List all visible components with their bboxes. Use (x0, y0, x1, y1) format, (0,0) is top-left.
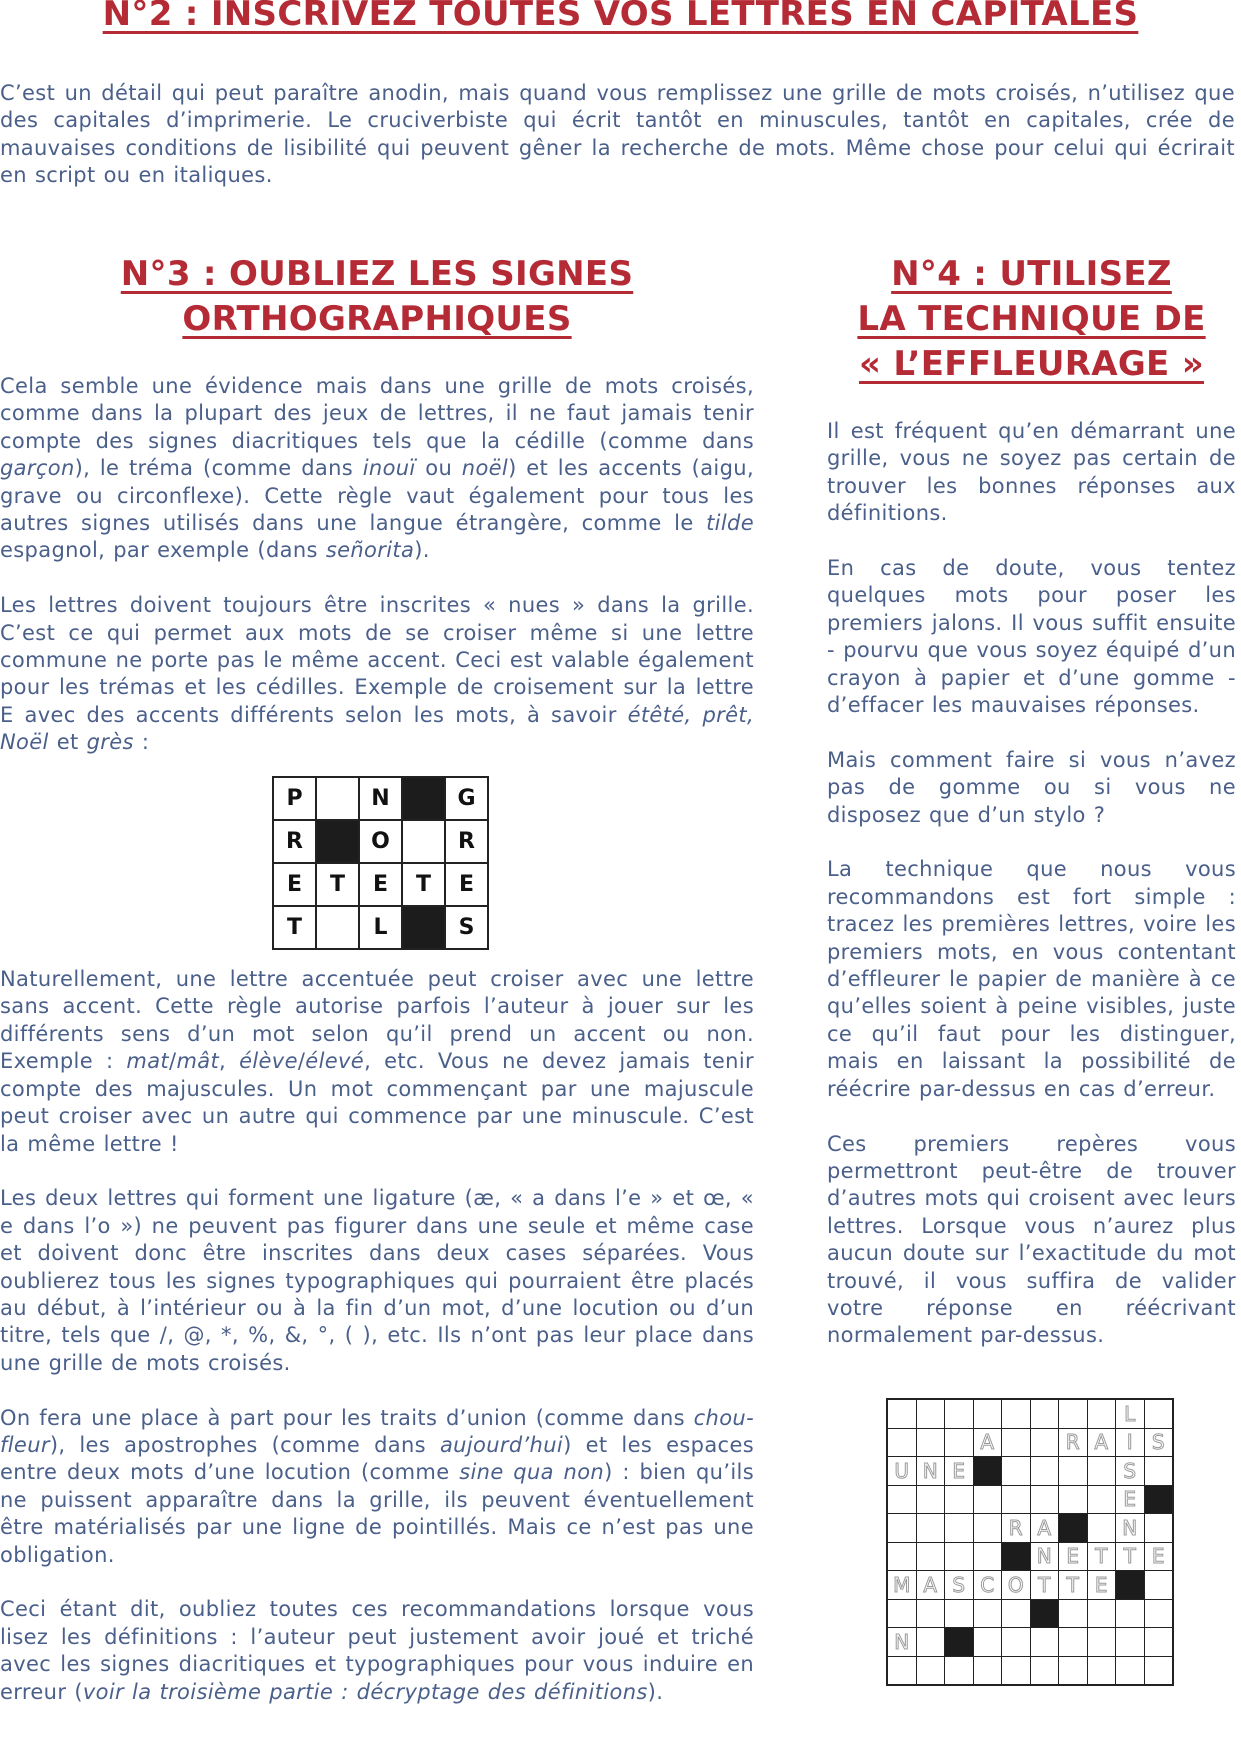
grid-cell: U (887, 1457, 916, 1486)
grid-cell: T (1030, 1571, 1059, 1600)
grid-cell: E (945, 1457, 974, 1486)
grid-row (887, 1428, 1173, 1457)
grid-cell (945, 1399, 974, 1428)
grid-cell: S (445, 906, 488, 949)
grid-row (887, 1542, 1173, 1571)
grid-cell (945, 1656, 974, 1685)
grid-row (887, 1485, 1173, 1514)
grid-cell: G (445, 777, 488, 820)
grid-cell: S (1116, 1457, 1145, 1486)
grid-cell (887, 1399, 916, 1428)
grid-cell (1059, 1457, 1088, 1486)
black-cell (1030, 1599, 1059, 1628)
grid-cell (1030, 1485, 1059, 1514)
grid-cell (1059, 1656, 1088, 1685)
grid-cell (916, 1428, 945, 1457)
grid-cell: A (916, 1571, 945, 1600)
grid-cell (887, 1514, 916, 1543)
grid-cell (1030, 1656, 1059, 1685)
black-cell (1116, 1571, 1145, 1600)
grid-cell: E (359, 863, 402, 906)
section-2-title: N°2 : INSCRIVEZ TOUTES VOS LETTRES EN CAPITALES (102, 0, 1139, 34)
grid-row (887, 1571, 1173, 1600)
grid-row (887, 1599, 1173, 1628)
black-cell (1144, 1485, 1173, 1514)
section-3-paragraph-5: On fera une place à part pour les traits d’union (comme dans chou-fleur), les apostrophes (comme dans aujourd’hui) et les espaces entre deux mots d’une locution (comme sine qua non) : bien qu’ils ne puissent apparaître dans la grille, ils peuvent éventuellement être matérialisés par une ligne de pointillés. Mais ce n’est pas une obligation. (0, 1405, 755, 1567)
grid-cell (945, 1542, 974, 1571)
black-cell (402, 906, 445, 949)
section-4-paragraph-4: La technique que nous vous recommandons est fort simple : tracez les premières lettres, voire les premiers mots, en vous contentant d’effleurer le papier de manière à ce qu’elles soient à peine visibles, juste ce qu’il faut pour les distinguer, mais en laissant la possibilité de réécrire par-dessus en cas d’erreur. (827, 857, 1236, 1101)
grid-cell (1144, 1599, 1173, 1628)
black-cell (945, 1628, 974, 1657)
grid-cell (1030, 1428, 1059, 1457)
grid-cell: T (273, 906, 316, 949)
section-3-paragraph-3: Naturellement, une lettre accentuée peut croiser avec une lettre sans accent. Cette règle autorise parfois l’auteur à jouer sur les différents sens d’un mot selon qu’il prend un accent ou non. Exemple : mat/mât, élève/élevé, etc. Vous ne devez jamais tenir compte des majuscules. Un mot commençant par une majuscule peut croiser avec un autre qui commence par une minuscule. C’est la même lettre ! (0, 967, 754, 1156)
black-cell (1002, 1542, 1031, 1571)
grid-cell: L (359, 906, 402, 949)
grid-cell (1087, 1599, 1116, 1628)
grid-cell: E (445, 863, 488, 906)
grid-cell (1144, 1457, 1173, 1486)
grid-cell (945, 1485, 974, 1514)
grid-cell (1116, 1656, 1145, 1685)
section-3-column (0, 252, 754, 1733)
grid-cell (887, 1428, 916, 1457)
grid-cell (973, 1599, 1002, 1628)
effleurage-crossword-grid (886, 1398, 1174, 1686)
grid-cell (1059, 1399, 1088, 1428)
grid-cell: M (887, 1571, 916, 1600)
section-3-title-line1: N°3 : OUBLIEZ LES SIGNES (120, 254, 634, 294)
grid-cell (1087, 1656, 1116, 1685)
grid-cell (916, 1656, 945, 1685)
grid-cell: P (273, 777, 316, 820)
section-3-paragraph-1: Cela semble une évidence mais dans une grille de mots croisés, comme dans la plupart des jeux de lettres, il ne faut jamais tenir compte des signes diacritiques tels que la cédille (comme dans garçon), le tréma (comme dans inouï ou noël) et les accents (aigu, grave ou circonflexe). Cette règle vaut également pour tous les autres signes utilisés dans une langue étrangère, comme le tilde espagnol, par exemple (dans señorita). (0, 374, 754, 563)
grid-row (273, 906, 488, 949)
grid-row (887, 1457, 1173, 1486)
grid-row (273, 777, 488, 820)
grid-cell (1144, 1656, 1173, 1685)
grid-cell (402, 820, 445, 863)
grid-cell (945, 1428, 974, 1457)
black-cell (402, 777, 445, 820)
grid-cell (1087, 1514, 1116, 1543)
grid-cell (916, 1514, 945, 1543)
grid-cell: E (1116, 1485, 1145, 1514)
grid-cell (1030, 1457, 1059, 1486)
grid-cell: N (1030, 1542, 1059, 1571)
grid-cell (1002, 1656, 1031, 1685)
grid-cell (1144, 1628, 1173, 1657)
grid-cell: N (359, 777, 402, 820)
grid-cell: E (1059, 1542, 1088, 1571)
section-4-paragraph-1: Il est fréquent qu’en démarrant une grille, vous ne soyez pas certain de trouver les bonnes réponses aux définitions. (827, 419, 1236, 526)
grid-cell (316, 777, 359, 820)
grid-cell (973, 1542, 1002, 1571)
grid-cell (916, 1599, 945, 1628)
grid-cell: I (1116, 1428, 1145, 1457)
grid-cell (1002, 1399, 1031, 1428)
section-3-paragraph-2: Les lettres doivent toujours être inscrites « nues » dans la grille. C’est ce qui permet aux mots de se croiser même si une lettre commune ne porte pas le même accent. Ceci est valable également pour les trémas et les cédilles. Exemple de croisement sur la lettre E avec des accents différents selon les mots, à savoir étêté, prêt, Noël et grès : (0, 593, 754, 755)
section-2-paragraph: C’est un détail qui peut paraître anodin, mais quand vous remplissez une grille de mots croisés, n’utilisez que des capitales d’imprimerie. Le cruciverbiste qui écrit tantôt en minuscules, tantôt en capitales, crée de mauvaises conditions de lisibilité qui peuvent gêner la recherche de mots. Même chose pour celui qui écrirait en script ou en italiques. (0, 81, 1235, 188)
grid-cell: S (945, 1571, 974, 1600)
grid-cell (973, 1485, 1002, 1514)
grid-cell (1116, 1599, 1145, 1628)
grid-cell (1087, 1399, 1116, 1428)
grid-row (887, 1656, 1173, 1685)
grid-cell (945, 1514, 974, 1543)
grid-cell: L (1116, 1399, 1145, 1428)
grid-cell (1002, 1628, 1031, 1657)
section-4-title-line1: N°4 : UTILISEZ (891, 254, 1172, 294)
section-4-paragraph-5: Ces premiers repères vous permettront peut-être de trouver d’autres mots qui croisent avec leurs lettres. Lorsque vous n’aurez plus aucun doute sur l’exactitude du mot trouvé, il vous suffira de valider votre réponse en réécrivant normalement par-dessus. (827, 1131, 1236, 1348)
grid-cell: N (887, 1628, 916, 1657)
grid-cell (1144, 1399, 1173, 1428)
grid-cell: N (916, 1457, 945, 1486)
section-4-column (827, 252, 1236, 1377)
grid-cell (1144, 1514, 1173, 1543)
section-4-paragraph-2: En cas de doute, vous tentez quelques mots pour poser les premiers jalons. Il vous suffit ensuite - pourvu que vous soyez équipé d’un crayon à papier et d’une gomme - d’effacer les mauvaises réponses. (827, 556, 1236, 718)
grid-row (887, 1628, 1173, 1657)
grid-row (273, 820, 488, 863)
grid-cell (1030, 1628, 1059, 1657)
grid-cell (1087, 1485, 1116, 1514)
grid-cell (887, 1656, 916, 1685)
accent-crossing-grid (272, 776, 489, 950)
grid-cell (916, 1399, 945, 1428)
grid-cell (1059, 1485, 1088, 1514)
grid-cell: T (1059, 1571, 1088, 1600)
grid-cell (973, 1514, 1002, 1543)
section-4-title-line2: LA TECHNIQUE DE (857, 299, 1206, 339)
grid-cell (1002, 1457, 1031, 1486)
grid-cell: R (1002, 1514, 1031, 1543)
section-3-title-line2: ORTHOGRAPHIQUES (182, 299, 572, 339)
grid-cell: R (1059, 1428, 1088, 1457)
grid-cell: E (1087, 1571, 1116, 1600)
grid-cell (887, 1542, 916, 1571)
grid-cell (1087, 1457, 1116, 1486)
section-4-paragraph-3: Mais comment faire si vous n’avez pas de gomme ou si vous ne disposez que d’un stylo ? (827, 747, 1236, 827)
grid-cell: N (1116, 1514, 1145, 1543)
grid-row (887, 1514, 1173, 1543)
grid-cell: A (1087, 1428, 1116, 1457)
grid-row (887, 1399, 1173, 1428)
grid-cell: S (1144, 1428, 1173, 1457)
grid-cell (1002, 1428, 1031, 1457)
grid-cell (945, 1599, 974, 1628)
grid-cell: E (1144, 1542, 1173, 1571)
grid-cell: T (316, 863, 359, 906)
grid-cell (1116, 1628, 1145, 1657)
grid-cell: R (445, 820, 488, 863)
grid-cell (1002, 1485, 1031, 1514)
black-cell (1059, 1514, 1088, 1543)
grid-cell (316, 906, 359, 949)
section-3-paragraph-4: Les deux lettres qui forment une ligature (æ, « a dans l’e » et œ, « e dans l’o ») ne peuvent pas figurer dans une seule et même case et doivent donc être inscrites dans deux cases séparées. Vous oublierez tous les signes typographiques qui pourraient être placés au début, à l’intérieur ou à la fin d’un mot, d’une locution ou d’un titre, tels que /, @, *, %, &, °, ( ), etc. Ils n’ont pas leur place dans une grille de mots croisés. (0, 1186, 754, 1375)
grid-cell (916, 1542, 945, 1571)
grid-cell: A (973, 1428, 1002, 1457)
grid-cell: T (1087, 1542, 1116, 1571)
grid-cell (887, 1485, 916, 1514)
grid-cell (1087, 1628, 1116, 1657)
section-4-title-line3: « L’EFFLEURAGE » (859, 344, 1204, 384)
grid-cell (887, 1599, 916, 1628)
grid-cell (973, 1628, 1002, 1657)
section-3-title (0, 252, 754, 342)
grid-cell (1030, 1399, 1059, 1428)
grid-cell: T (1116, 1542, 1145, 1571)
grid-cell (916, 1485, 945, 1514)
grid-cell (973, 1656, 1002, 1685)
grid-cell (973, 1399, 1002, 1428)
section-4-title (827, 252, 1236, 387)
grid-cell: T (402, 863, 445, 906)
grid-cell (1144, 1571, 1173, 1600)
grid-cell (916, 1628, 945, 1657)
grid-cell: E (273, 863, 316, 906)
grid-row (273, 863, 488, 906)
grid-cell: A (1030, 1514, 1059, 1543)
grid-cell (1002, 1599, 1031, 1628)
section-3-paragraph-6: Ceci étant dit, oubliez toutes ces recommandations lorsque vous lisez les définitions : l’auteur peut justement avoir joué et triché avec les signes diacritiques et typographiques pour vous induire en erreur (voir la troisième partie : décryptage des définitions). (0, 1597, 754, 1704)
grid-cell: O (359, 820, 402, 863)
grid-cell (1059, 1599, 1088, 1628)
black-cell (316, 820, 359, 863)
black-cell (973, 1457, 1002, 1486)
grid-cell: R (273, 820, 316, 863)
grid-cell: C (973, 1571, 1002, 1600)
grid-cell: O (1002, 1571, 1031, 1600)
grid-cell (1059, 1628, 1088, 1657)
